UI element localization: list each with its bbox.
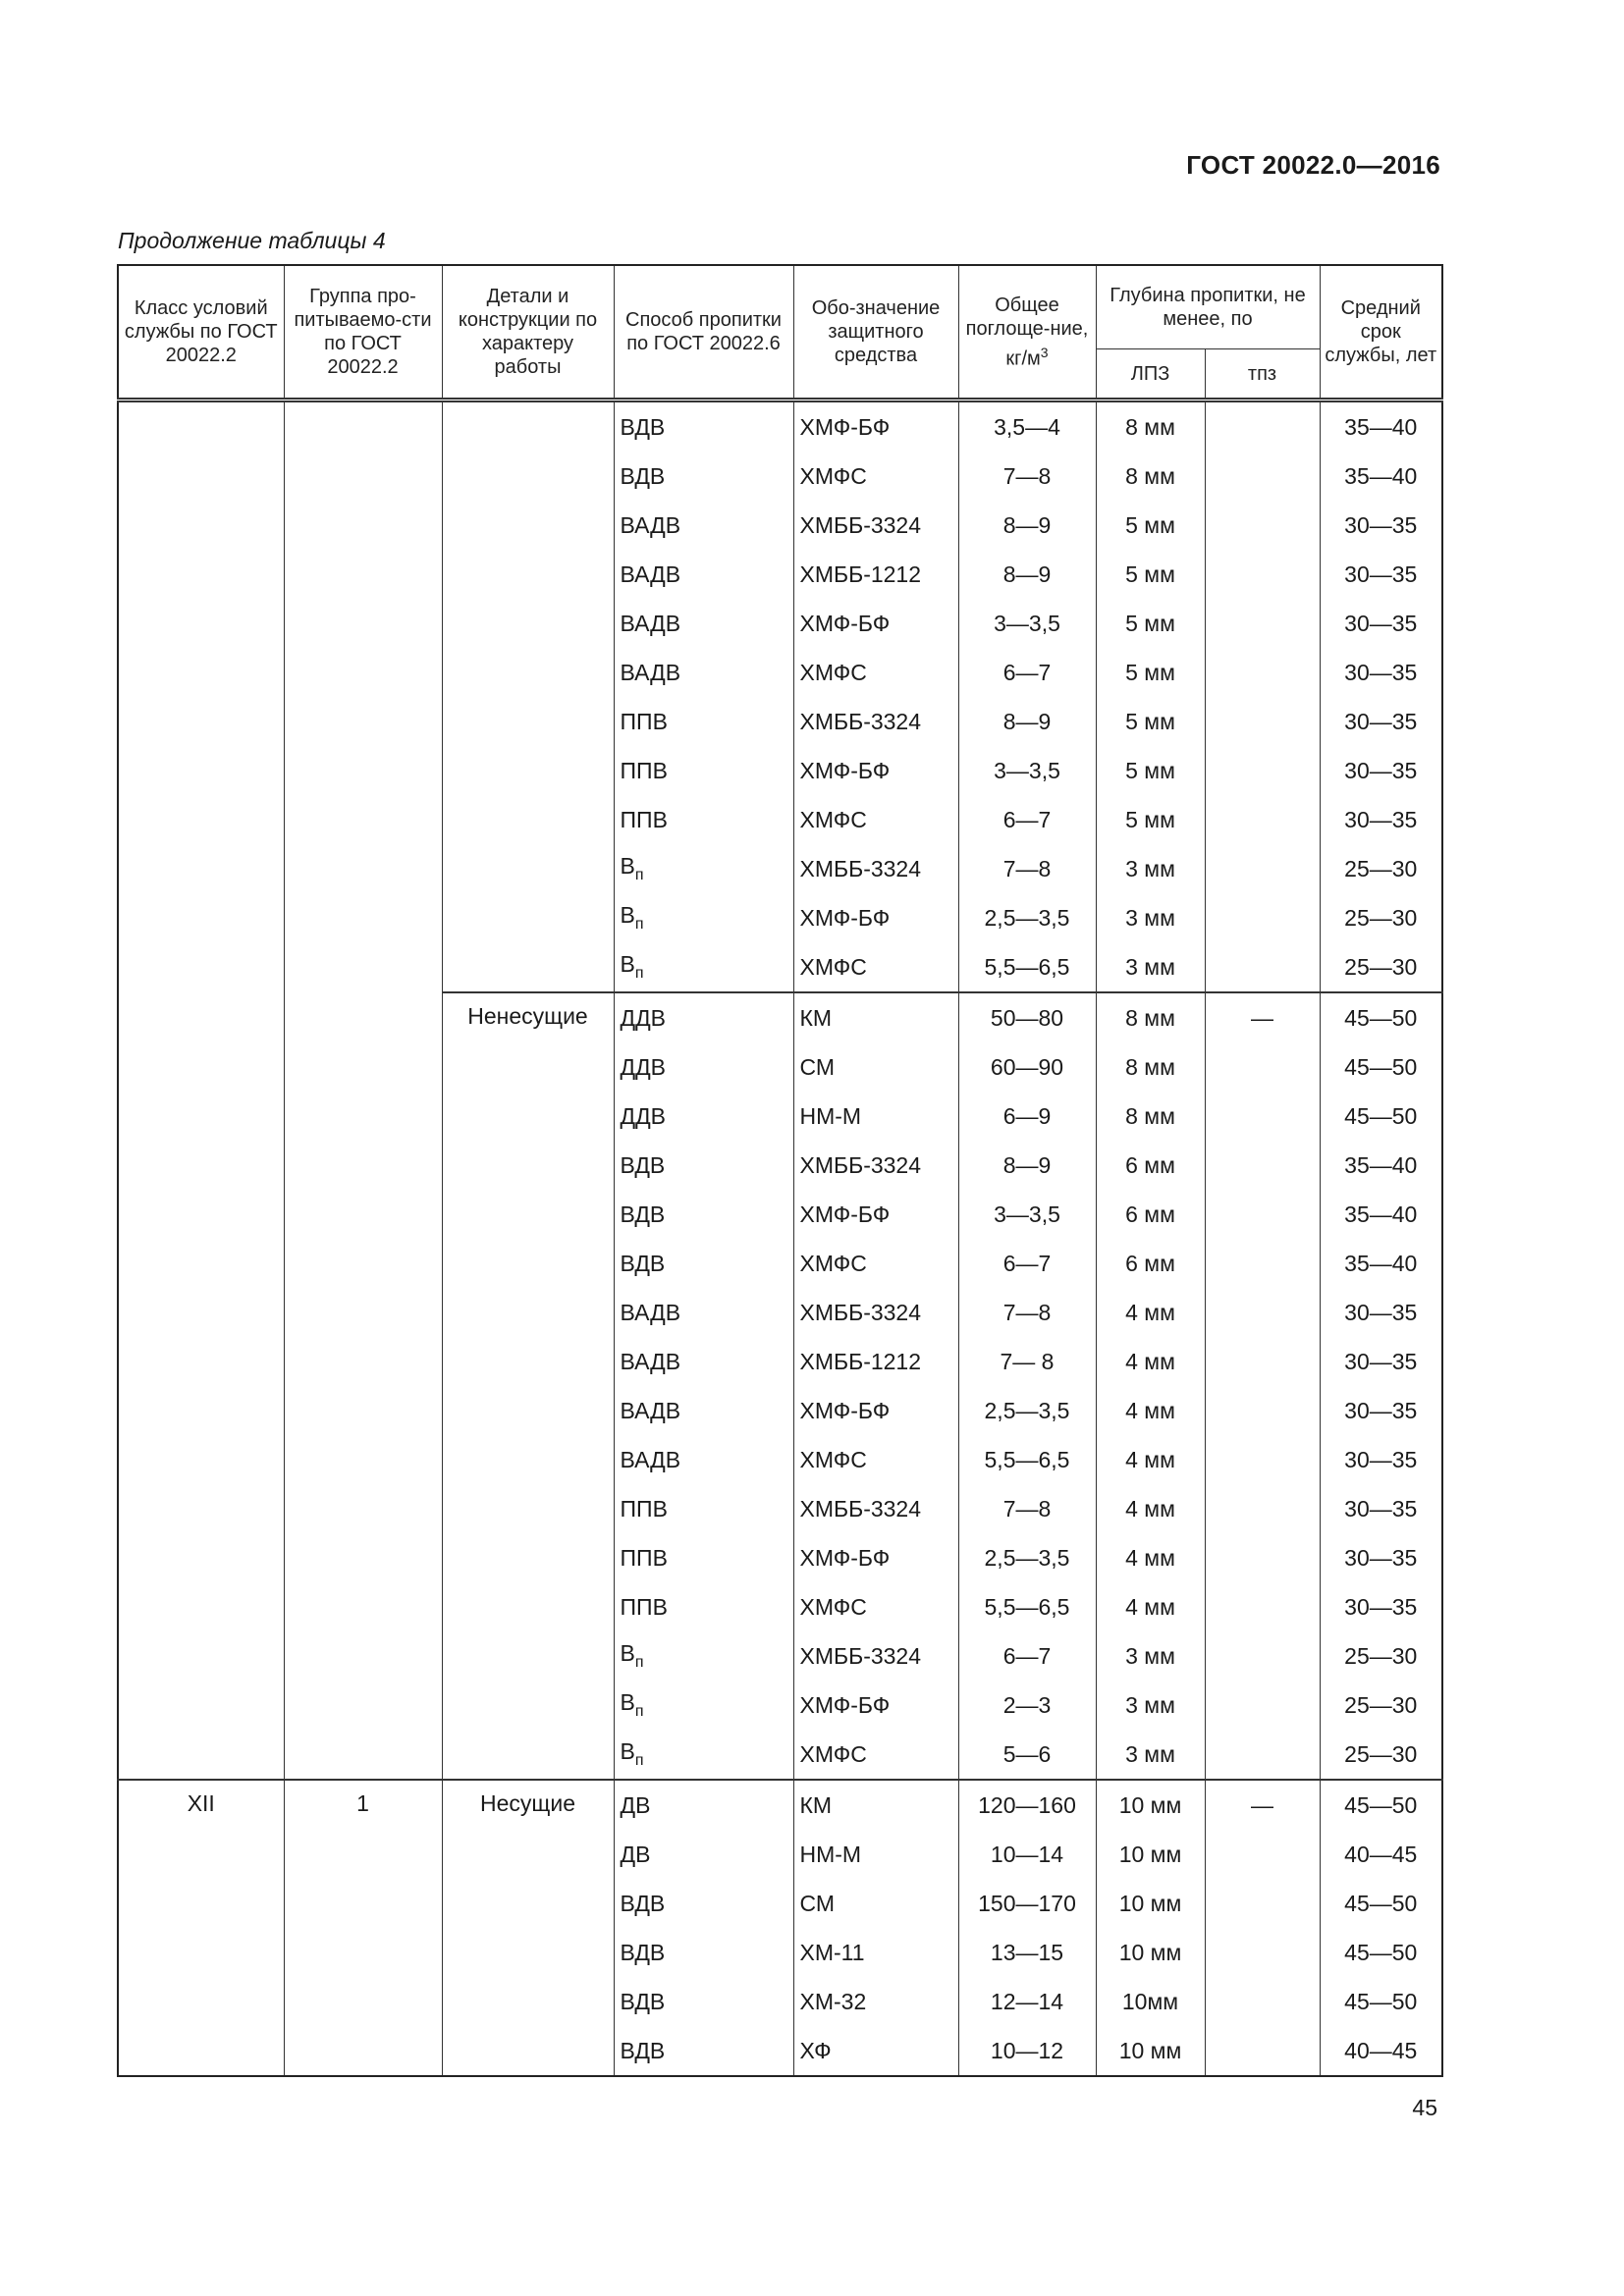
cell-method-text: В xyxy=(620,951,635,977)
cell-depth-tpz xyxy=(1205,501,1320,550)
cell-depth-tpz xyxy=(1205,2026,1320,2076)
cell-service-life: 35—40 xyxy=(1320,1141,1442,1190)
cell-service-life: 25—30 xyxy=(1320,942,1442,992)
cell-method-text: ДДВ xyxy=(620,1004,666,1031)
cell-depth-tpz xyxy=(1205,550,1320,599)
cell-method-text: ППВ xyxy=(620,1495,668,1522)
cell-method xyxy=(614,1830,793,1879)
cell-absorption: 2,5—3,5 xyxy=(958,893,1096,942)
cell-absorption: 10—12 xyxy=(958,2026,1096,2076)
cell-agent: ХМФС xyxy=(793,648,958,697)
cell-agent: ХМФС xyxy=(793,452,958,501)
cell-class: XII xyxy=(118,1780,284,2076)
cell-depth-tpz xyxy=(1205,893,1320,942)
cell-method-text: В xyxy=(620,853,635,879)
cell-agent: ХМФ-БФ xyxy=(793,746,958,795)
cell-agent: ХМ-32 xyxy=(793,1977,958,2026)
cell-method-subscript: п xyxy=(634,867,644,883)
cell-depth-lpz: 3 мм xyxy=(1096,1730,1205,1780)
cell-depth-lpz: 6 мм xyxy=(1096,1141,1205,1190)
cell-method xyxy=(614,1879,793,1928)
cell-agent: ХМФ-БФ xyxy=(793,1681,958,1730)
cell-depth-lpz: 4 мм xyxy=(1096,1435,1205,1484)
cell-method-text: ВАДВ xyxy=(620,659,681,685)
cell-absorption: 3,5—4 xyxy=(958,400,1096,453)
cell-depth-tpz xyxy=(1205,1582,1320,1631)
cell-agent: ХМФС xyxy=(793,1582,958,1631)
cell-absorption: 8—9 xyxy=(958,697,1096,746)
cell-absorption: 3—3,5 xyxy=(958,746,1096,795)
cell-method xyxy=(614,746,793,795)
cell-agent: ХМББ-1212 xyxy=(793,1337,958,1386)
cell-method-text: ППВ xyxy=(620,757,668,783)
cell-method xyxy=(614,1386,793,1435)
cell-agent: НМ-М xyxy=(793,1830,958,1879)
cell-depth-tpz xyxy=(1205,1092,1320,1141)
cell-service-life: 35—40 xyxy=(1320,452,1442,501)
cell-service-life: 35—40 xyxy=(1320,1190,1442,1239)
cell-depth-lpz: 5 мм xyxy=(1096,746,1205,795)
cell-method xyxy=(614,1631,793,1681)
cell-method-subscript: п xyxy=(634,1654,644,1671)
cell-method-text: ВАДВ xyxy=(620,610,681,636)
cell-method-text: ДДВ xyxy=(620,1053,666,1080)
cell-method xyxy=(614,844,793,893)
table-row xyxy=(118,1780,1442,1830)
cell-service-life: 30—35 xyxy=(1320,1435,1442,1484)
cell-absorption: 8—9 xyxy=(958,501,1096,550)
col-header-life: Средний срок службы, лет xyxy=(1320,265,1442,400)
cell-method xyxy=(614,1239,793,1288)
cell-method-text: В xyxy=(620,1640,635,1666)
cell-depth-tpz xyxy=(1205,400,1320,453)
cell-absorption: 7—8 xyxy=(958,1288,1096,1337)
cell-details: Несущие xyxy=(442,1780,614,2076)
cell-method-text: ППВ xyxy=(620,806,668,832)
cell-depth-lpz: 3 мм xyxy=(1096,844,1205,893)
cell-method-text: ППВ xyxy=(620,708,668,734)
cell-service-life: 30—35 xyxy=(1320,599,1442,648)
cell-agent: ХМББ-1212 xyxy=(793,550,958,599)
cell-depth-lpz: 5 мм xyxy=(1096,697,1205,746)
cell-agent: ХМББ-3324 xyxy=(793,1288,958,1337)
cell-depth-tpz: — xyxy=(1205,992,1320,1042)
cell-method-text: ВАДВ xyxy=(620,1397,681,1423)
cell-depth-tpz xyxy=(1205,1190,1320,1239)
cell-depth-lpz: 3 мм xyxy=(1096,942,1205,992)
cell-agent: ХМФ-БФ xyxy=(793,400,958,453)
cell-agent: ХМББ-3324 xyxy=(793,697,958,746)
cell-details: Ненесущие xyxy=(442,992,614,1780)
cell-service-life: 25—30 xyxy=(1320,893,1442,942)
cell-method xyxy=(614,1681,793,1730)
cell-method-text: ДВ xyxy=(620,1841,651,1867)
cell-absorption: 6—7 xyxy=(958,1631,1096,1681)
cell-absorption: 5,5—6,5 xyxy=(958,1582,1096,1631)
cell-method-text: ДВ xyxy=(620,1791,651,1818)
cell-depth-lpz: 4 мм xyxy=(1096,1533,1205,1582)
cell-service-life: 30—35 xyxy=(1320,648,1442,697)
cell-absorption: 7—8 xyxy=(958,1484,1096,1533)
cell-depth-tpz xyxy=(1205,1239,1320,1288)
cell-service-life: 35—40 xyxy=(1320,400,1442,453)
cell-depth-tpz xyxy=(1205,795,1320,844)
cell-service-life: 25—30 xyxy=(1320,1631,1442,1681)
table-row xyxy=(118,400,1442,453)
col-header-method: Способ пропитки по ГОСТ 20022.6 xyxy=(614,265,793,400)
cell-method xyxy=(614,400,793,453)
cell-service-life: 30—35 xyxy=(1320,746,1442,795)
cell-method xyxy=(614,1435,793,1484)
cell-method xyxy=(614,992,793,1042)
cell-depth-lpz: 5 мм xyxy=(1096,550,1205,599)
table-header xyxy=(118,265,1442,400)
cell-method-text: ВДВ xyxy=(620,2037,666,2063)
cell-group: 1 xyxy=(284,1780,442,2076)
cell-service-life: 45—50 xyxy=(1320,992,1442,1042)
cell-method-text: ВДВ xyxy=(620,1151,666,1178)
cell-depth-tpz xyxy=(1205,1533,1320,1582)
cell-agent: ХМФС xyxy=(793,795,958,844)
cell-depth-lpz: 8 мм xyxy=(1096,1092,1205,1141)
cell-depth-tpz xyxy=(1205,1681,1320,1730)
cell-service-life: 45—50 xyxy=(1320,1977,1442,2026)
page-number: 45 xyxy=(1412,2095,1437,2120)
cell-depth-lpz: 3 мм xyxy=(1096,893,1205,942)
col-header-absorption-text: Общее поглоще-ние, кг/м xyxy=(965,294,1089,370)
cell-agent: КМ xyxy=(793,992,958,1042)
cell-method xyxy=(614,1780,793,1830)
cell-method-text: ВАДВ xyxy=(620,1348,681,1374)
cell-service-life: 25—30 xyxy=(1320,1730,1442,1780)
cell-depth-lpz: 10 мм xyxy=(1096,1780,1205,1830)
cell-depth-tpz xyxy=(1205,1977,1320,2026)
cell-service-life: 30—35 xyxy=(1320,501,1442,550)
cell-method-subscript: п xyxy=(634,1752,644,1769)
cell-depth-tpz xyxy=(1205,942,1320,992)
cell-agent: ХМББ-3324 xyxy=(793,1484,958,1533)
cell-depth-tpz xyxy=(1205,1928,1320,1977)
cell-method xyxy=(614,942,793,992)
cell-method-text: ВДВ xyxy=(620,1201,666,1227)
cell-depth-lpz: 10мм xyxy=(1096,1977,1205,2026)
col-header-absorption-sup: 3 xyxy=(1040,344,1049,360)
cell-method-text: В xyxy=(620,902,635,928)
cell-depth-tpz xyxy=(1205,1337,1320,1386)
cell-agent: ХМББ-3324 xyxy=(793,1141,958,1190)
cell-absorption: 3—3,5 xyxy=(958,1190,1096,1239)
cell-absorption: 7— 8 xyxy=(958,1337,1096,1386)
cell-method-text: ВАДВ xyxy=(620,1299,681,1325)
cell-method-subscript: п xyxy=(634,965,644,982)
cell-method-text: ДДВ xyxy=(620,1102,666,1129)
cell-absorption: 50—80 xyxy=(958,992,1096,1042)
col-header-details: Детали и конструкции по характеру работы xyxy=(442,265,614,400)
cell-absorption: 7—8 xyxy=(958,844,1096,893)
cell-method xyxy=(614,1190,793,1239)
impregnation-table xyxy=(117,264,1443,2077)
cell-depth-tpz xyxy=(1205,1141,1320,1190)
cell-depth-tpz xyxy=(1205,1830,1320,1879)
cell-depth-lpz: 5 мм xyxy=(1096,501,1205,550)
cell-method-text: ВДВ xyxy=(620,1250,666,1276)
cell-absorption: 8—9 xyxy=(958,550,1096,599)
cell-absorption: 60—90 xyxy=(958,1042,1096,1092)
cell-agent: ХМФС xyxy=(793,942,958,992)
cell-agent: ХМББ-3324 xyxy=(793,501,958,550)
cell-agent: ХМФС xyxy=(793,1435,958,1484)
col-header-absorption xyxy=(958,265,1096,400)
cell-service-life: 45—50 xyxy=(1320,1042,1442,1092)
cell-service-life: 25—30 xyxy=(1320,844,1442,893)
cell-depth-tpz xyxy=(1205,648,1320,697)
cell-agent: ХМФ-БФ xyxy=(793,1386,958,1435)
cell-depth-lpz: 8 мм xyxy=(1096,992,1205,1042)
cell-absorption: 12—14 xyxy=(958,1977,1096,2026)
cell-method-text: ВДВ xyxy=(620,1939,666,1965)
cell-details xyxy=(442,400,614,993)
cell-method-text: ВАДВ xyxy=(620,1446,681,1472)
cell-depth-tpz xyxy=(1205,599,1320,648)
cell-method xyxy=(614,501,793,550)
cell-method xyxy=(614,1928,793,1977)
cell-agent: ХМФ-БФ xyxy=(793,1190,958,1239)
cell-method xyxy=(614,648,793,697)
cell-service-life: 35—40 xyxy=(1320,1239,1442,1288)
cell-method xyxy=(614,1288,793,1337)
cell-agent: ХМФ-БФ xyxy=(793,893,958,942)
cell-depth-tpz xyxy=(1205,1288,1320,1337)
cell-depth-lpz: 5 мм xyxy=(1096,795,1205,844)
cell-agent: КМ xyxy=(793,1780,958,1830)
col-header-agent: Обо-значение защитного средства xyxy=(793,265,958,400)
cell-depth-tpz xyxy=(1205,746,1320,795)
cell-depth-tpz xyxy=(1205,1386,1320,1435)
cell-absorption: 10—14 xyxy=(958,1830,1096,1879)
cell-service-life: 25—30 xyxy=(1320,1681,1442,1730)
cell-absorption: 6—7 xyxy=(958,1239,1096,1288)
cell-method-text: ППВ xyxy=(620,1544,668,1571)
cell-service-life: 30—35 xyxy=(1320,1582,1442,1631)
cell-absorption: 3—3,5 xyxy=(958,599,1096,648)
cell-service-life: 30—35 xyxy=(1320,1337,1442,1386)
table-body xyxy=(118,400,1442,2077)
cell-group xyxy=(284,400,442,1781)
cell-depth-tpz xyxy=(1205,1631,1320,1681)
cell-agent: СМ xyxy=(793,1879,958,1928)
cell-depth-lpz: 8 мм xyxy=(1096,1042,1205,1092)
cell-service-life: 30—35 xyxy=(1320,795,1442,844)
cell-service-life: 45—50 xyxy=(1320,1780,1442,1830)
cell-method xyxy=(614,1730,793,1780)
col-header-class: Класс условий службы по ГОСТ 20022.2 xyxy=(118,265,284,400)
cell-agent: ХМФ-БФ xyxy=(793,1533,958,1582)
cell-service-life: 30—35 xyxy=(1320,550,1442,599)
cell-method xyxy=(614,1042,793,1092)
col-header-depth: Глубина пропитки, не менее, по xyxy=(1096,265,1320,349)
cell-absorption: 7—8 xyxy=(958,452,1096,501)
cell-agent: ХМФС xyxy=(793,1730,958,1780)
cell-agent: ХМ-11 xyxy=(793,1928,958,1977)
cell-method-text: ВАДВ xyxy=(620,511,681,538)
cell-depth-lpz: 6 мм xyxy=(1096,1190,1205,1239)
cell-absorption: 6—7 xyxy=(958,795,1096,844)
cell-absorption: 2—3 xyxy=(958,1681,1096,1730)
cell-method xyxy=(614,795,793,844)
cell-service-life: 30—35 xyxy=(1320,697,1442,746)
cell-agent: НМ-М xyxy=(793,1092,958,1141)
cell-method-text: ВДВ xyxy=(620,1890,666,1916)
cell-service-life: 40—45 xyxy=(1320,1830,1442,1879)
cell-method xyxy=(614,697,793,746)
cell-depth-tpz xyxy=(1205,1435,1320,1484)
cell-absorption: 2,5—3,5 xyxy=(958,1386,1096,1435)
cell-depth-lpz: 4 мм xyxy=(1096,1386,1205,1435)
cell-depth-tpz xyxy=(1205,1042,1320,1092)
cell-depth-lpz: 10 мм xyxy=(1096,2026,1205,2076)
cell-depth-lpz: 4 мм xyxy=(1096,1484,1205,1533)
cell-service-life: 45—50 xyxy=(1320,1928,1442,1977)
cell-agent: ХМФ-БФ xyxy=(793,599,958,648)
cell-depth-lpz: 4 мм xyxy=(1096,1288,1205,1337)
cell-depth-tpz xyxy=(1205,1879,1320,1928)
cell-method xyxy=(614,1533,793,1582)
cell-agent: ХМББ-3324 xyxy=(793,844,958,893)
cell-method-text: ВАДВ xyxy=(620,561,681,587)
cell-service-life: 45—50 xyxy=(1320,1092,1442,1141)
cell-absorption: 2,5—3,5 xyxy=(958,1533,1096,1582)
cell-absorption: 6—9 xyxy=(958,1092,1096,1141)
col-header-group: Группа про-питываемо-сти по ГОСТ 20022.2 xyxy=(284,265,442,400)
col-header-tpz: тпз xyxy=(1205,349,1320,400)
cell-method-subscript: п xyxy=(634,916,644,933)
cell-absorption: 6—7 xyxy=(958,648,1096,697)
cell-depth-tpz xyxy=(1205,1484,1320,1533)
cell-depth-lpz: 4 мм xyxy=(1096,1337,1205,1386)
cell-method xyxy=(614,1582,793,1631)
cell-method-text: ВДВ xyxy=(620,1988,666,2014)
cell-service-life: 45—50 xyxy=(1320,1879,1442,1928)
cell-absorption: 8—9 xyxy=(958,1141,1096,1190)
cell-method xyxy=(614,550,793,599)
cell-depth-lpz: 10 мм xyxy=(1096,1879,1205,1928)
cell-absorption: 5,5—6,5 xyxy=(958,942,1096,992)
cell-depth-lpz: 5 мм xyxy=(1096,648,1205,697)
cell-method xyxy=(614,452,793,501)
cell-absorption: 13—15 xyxy=(958,1928,1096,1977)
cell-method-text: ППВ xyxy=(620,1593,668,1620)
cell-absorption: 150—170 xyxy=(958,1879,1096,1928)
cell-depth-lpz: 10 мм xyxy=(1096,1830,1205,1879)
cell-agent: ХФ xyxy=(793,2026,958,2076)
cell-absorption: 5,5—6,5 xyxy=(958,1435,1096,1484)
cell-depth-lpz: 6 мм xyxy=(1096,1239,1205,1288)
cell-method-text: ВДВ xyxy=(620,462,666,489)
cell-depth-lpz: 8 мм xyxy=(1096,400,1205,453)
cell-service-life: 30—35 xyxy=(1320,1386,1442,1435)
cell-method xyxy=(614,1141,793,1190)
cell-depth-tpz xyxy=(1205,452,1320,501)
cell-depth-tpz xyxy=(1205,1730,1320,1780)
cell-method xyxy=(614,893,793,942)
cell-method xyxy=(614,2026,793,2076)
cell-method xyxy=(614,1977,793,2026)
cell-agent: СМ xyxy=(793,1042,958,1092)
cell-method-text: В xyxy=(620,1689,635,1715)
cell-method xyxy=(614,599,793,648)
cell-method-text: ВДВ xyxy=(620,413,666,440)
cell-depth-lpz: 8 мм xyxy=(1096,452,1205,501)
cell-method xyxy=(614,1092,793,1141)
cell-depth-lpz: 3 мм xyxy=(1096,1631,1205,1681)
cell-class xyxy=(118,400,284,1781)
cell-absorption: 5—6 xyxy=(958,1730,1096,1780)
cell-service-life: 30—35 xyxy=(1320,1288,1442,1337)
col-header-lpz: ЛПЗ xyxy=(1096,349,1205,400)
cell-service-life: 30—35 xyxy=(1320,1484,1442,1533)
cell-method xyxy=(614,1337,793,1386)
cell-depth-tpz: — xyxy=(1205,1780,1320,1830)
table-caption: Продолжение таблицы 4 xyxy=(118,228,386,253)
cell-depth-lpz: 10 мм xyxy=(1096,1928,1205,1977)
cell-depth-lpz: 4 мм xyxy=(1096,1582,1205,1631)
cell-depth-lpz: 3 мм xyxy=(1096,1681,1205,1730)
cell-depth-lpz: 5 мм xyxy=(1096,599,1205,648)
cell-agent: ХМФС xyxy=(793,1239,958,1288)
cell-depth-tpz xyxy=(1205,844,1320,893)
document-standard-header: ГОСТ 20022.0—2016 xyxy=(1186,150,1440,180)
cell-method-subscript: п xyxy=(634,1703,644,1720)
cell-method-text: В xyxy=(620,1738,635,1764)
cell-method xyxy=(614,1484,793,1533)
cell-service-life: 40—45 xyxy=(1320,2026,1442,2076)
cell-service-life: 30—35 xyxy=(1320,1533,1442,1582)
cell-agent: ХМББ-3324 xyxy=(793,1631,958,1681)
cell-absorption: 120—160 xyxy=(958,1780,1096,1830)
cell-depth-tpz xyxy=(1205,697,1320,746)
